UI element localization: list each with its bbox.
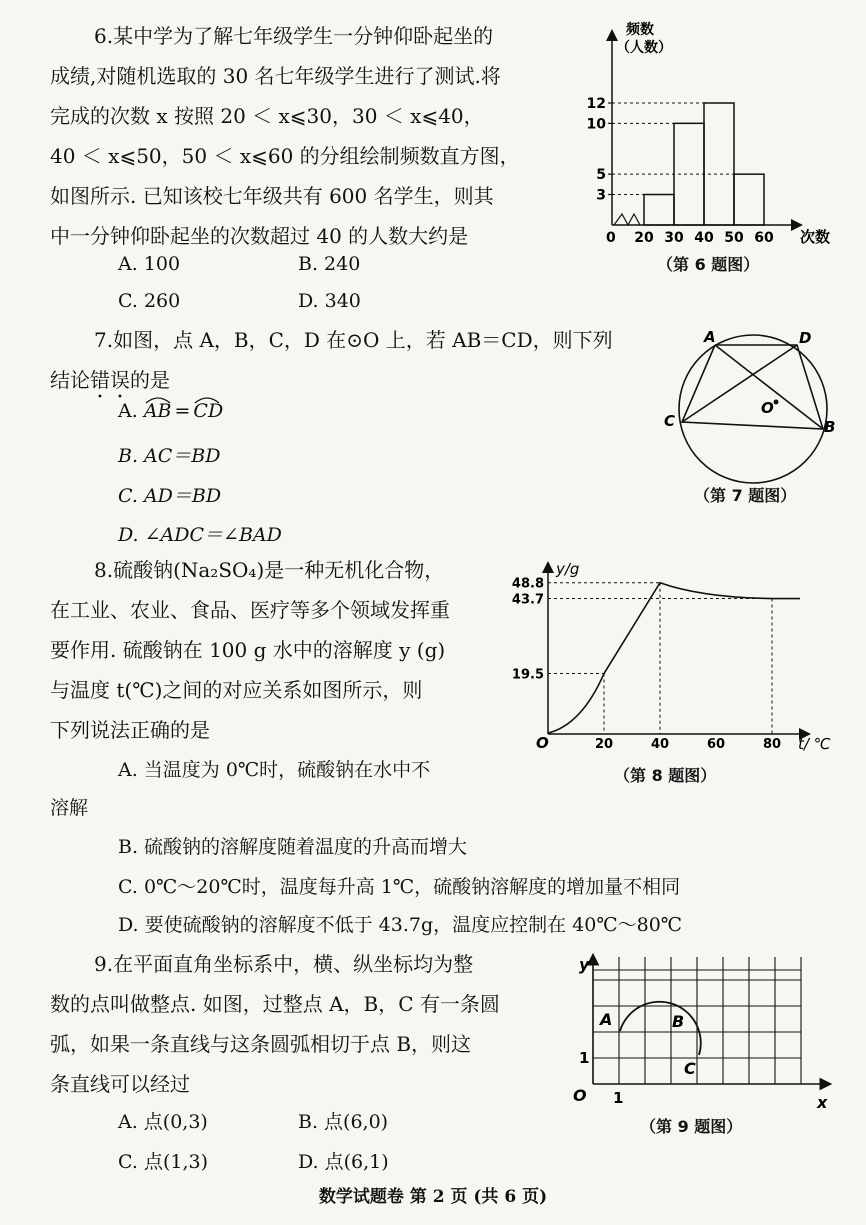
q9-label-o: O xyxy=(573,1086,587,1105)
q6-choice-b[interactable]: B. 240 xyxy=(298,253,361,275)
q9-label-one-x: 1 xyxy=(613,1089,624,1107)
q8-x-tick-label: 80 xyxy=(762,737,782,752)
question-9 xyxy=(50,944,550,1104)
q8-origin: O xyxy=(536,734,549,752)
q8-choice-c[interactable]: C. 0℃～20℃时，温度每升高 1℃，硫酸钠溶解度的增加量不相同 xyxy=(118,876,681,898)
arc-overline-icon xyxy=(144,394,172,404)
q9-grid-figure xyxy=(565,950,845,1112)
q9-line: 条直线可以经过 xyxy=(50,1072,190,1096)
page-footer: 数学试题卷 第 2 页 (共 6 页) xyxy=(318,1187,548,1207)
q7-line-2-pre: 结论 xyxy=(50,368,90,392)
q7-label-o: O xyxy=(761,399,774,417)
q6-x-tick-label: 60 xyxy=(754,230,774,246)
q7-choice-a[interactable] xyxy=(118,400,223,422)
q7-emphasis-wrong: 错误 xyxy=(90,368,130,392)
q6-line: 中一分钟仰卧起坐的次数超过 40 的人数大约是 xyxy=(50,224,469,248)
q9-label-y: y xyxy=(579,955,590,974)
q6-axis-break-icon xyxy=(614,214,640,225)
q7-choice-d[interactable]: D. ∠ADC＝∠BAD xyxy=(118,524,282,546)
q7-choice-c[interactable]: C. AD＝BD xyxy=(118,485,222,507)
q8-caption: （第 8 题图） xyxy=(614,766,717,785)
q8-y-tick-label: 43.7 xyxy=(511,592,544,608)
q8-solubility-curve xyxy=(548,583,800,733)
q7-arc-cd xyxy=(193,400,223,422)
q6-ylabel-1: 频数 xyxy=(626,22,654,38)
q6-y-tick-label: 3 xyxy=(596,187,606,204)
q6-choice-d[interactable]: D. 340 xyxy=(298,290,361,312)
q6-caption: （第 6 题图） xyxy=(657,255,760,274)
q7-choice-a-eq: = xyxy=(174,400,191,422)
q9-line: 数的点叫做整点. 如图，过整点 A，B，C 有一条圆 xyxy=(50,992,500,1016)
q9-choice-c[interactable]: C. 点(1,3) xyxy=(118,1151,208,1173)
q6-bar xyxy=(644,195,674,226)
q6-y-tick-label: 12 xyxy=(586,96,606,112)
q9-label-one-y: 1 xyxy=(579,1049,590,1067)
q6-xlabel: 次数 xyxy=(800,228,831,246)
q6-x-tick-label: 40 xyxy=(694,230,714,246)
q8-x-tick-label: 60 xyxy=(706,737,726,752)
q6-choice-c[interactable]: C. 260 xyxy=(118,290,181,312)
q6-bar xyxy=(734,174,764,225)
q8-y-tick-label: 48.8 xyxy=(511,576,544,592)
q7-label-a: A xyxy=(704,328,716,346)
q6-x-tick-label: 50 xyxy=(724,230,744,246)
q6-line: 40 ＜ x⩽50，50 ＜ x⩽60 的分组绘制频数直方图， xyxy=(50,144,520,168)
q7-line-1: 7.如图，点 A，B，C，D 在⊙O 上，若 AB＝CD，则下列 xyxy=(94,328,613,352)
q7-arc-cd-label: CD xyxy=(193,400,224,422)
q8-line: 要作用. 硫酸钠在 100 g 水中的溶解度 y (g) xyxy=(50,638,446,662)
q8-choice-a-line2[interactable]: 溶解 xyxy=(50,797,89,819)
q6-x-tick-label: 30 xyxy=(664,230,684,246)
q7-label-b: B xyxy=(824,418,836,436)
q8-choice-b[interactable]: B. 硫酸钠的溶解度随着温度的升高而增大 xyxy=(118,836,468,858)
q6-line: 如图所示. 已知该校七年级共有 600 名学生，则其 xyxy=(50,184,494,208)
q9-label-a: A xyxy=(600,1010,613,1029)
q7-circle-figure xyxy=(658,324,848,484)
q8-x-tick-label: 20 xyxy=(594,737,614,752)
arc-overline-icon xyxy=(193,394,221,404)
q7-line-2-post: 的是 xyxy=(130,368,170,392)
q6-choice-a[interactable]: A. 100 xyxy=(118,253,181,275)
q6-line: 完成的次数 x 按照 20 ＜ x⩽30，30 ＜ x⩽40， xyxy=(50,104,484,128)
q9-label-x: x xyxy=(817,1093,828,1112)
q9-line: 弧，如果一条直线与这条圆弧相切于点 B，则这 xyxy=(50,1032,472,1056)
q9-arc xyxy=(620,1002,701,1055)
q8-choice-a-line1[interactable]: A. 当温度为 0℃时，硫酸钠在水中不 xyxy=(118,759,431,781)
q8-choice-d[interactable]: D. 要使硫酸钠的溶解度不低于 43.7g，温度应控制在 40℃～80℃ xyxy=(118,914,683,936)
q7-choice-a-prefix: A. xyxy=(118,400,144,422)
q8-xlabel: t/ ℃ xyxy=(798,735,831,753)
q7-arc-ab-label: AB xyxy=(143,400,172,422)
q9-caption: （第 9 题图） xyxy=(640,1117,743,1136)
q6-line: 6.某中学为了解七年级学生一分钟仰卧起坐的 xyxy=(94,24,494,48)
question-6 xyxy=(50,16,590,256)
q9-label-c: C xyxy=(684,1059,696,1078)
q6-bar xyxy=(704,103,734,225)
q7-label-c: C xyxy=(664,412,676,430)
q7-label-d: D xyxy=(799,329,812,347)
q6-origin: 0 xyxy=(606,230,616,246)
q7-choice-b[interactable]: B. AC＝BD xyxy=(118,445,221,467)
q8-line: 下列说法正确的是 xyxy=(50,718,210,742)
q6-ylabel-2: （人数） xyxy=(616,40,672,56)
q8-x-tick-label: 40 xyxy=(650,737,670,752)
q7-caption: （第 7 题图） xyxy=(694,486,797,505)
q9-choice-d[interactable]: D. 点(6,1) xyxy=(298,1151,389,1173)
q9-choice-b[interactable]: B. 点(6,0) xyxy=(298,1111,389,1133)
q8-y-tick-label: 19.5 xyxy=(511,667,544,683)
q8-line: 在工业、农业、食品、医疗等多个领域发挥重 xyxy=(50,598,450,622)
q8-line: 8.硫酸钠(Na₂SO₄)是一种无机化合物， xyxy=(94,558,445,582)
q6-y-tick-label: 5 xyxy=(596,167,606,184)
q7-quadrilateral xyxy=(682,345,823,429)
q6-line: 成绩,对随机选取的 30 名七年级学生进行了测试.将 xyxy=(50,64,501,88)
q9-line: 9.在平面直角坐标系中，横、纵坐标均为整 xyxy=(94,952,474,976)
q9-choice-a[interactable]: A. 点(0,3) xyxy=(118,1111,208,1133)
q7-arc-ab xyxy=(144,400,172,422)
question-7 xyxy=(50,320,670,403)
q9-label-b: B xyxy=(672,1012,685,1031)
q6-histogram xyxy=(586,14,836,254)
q8-line: 与温度 t(℃)之间的对应关系如图所示，则 xyxy=(50,678,423,702)
q7-center-dot xyxy=(774,400,779,405)
question-8 xyxy=(50,550,530,750)
q6-y-tick-label: 10 xyxy=(586,116,606,133)
q8-ylabel: y/g xyxy=(556,560,580,578)
q8-solubility-graph xyxy=(511,556,840,756)
q6-x-tick-label: 20 xyxy=(634,230,654,246)
